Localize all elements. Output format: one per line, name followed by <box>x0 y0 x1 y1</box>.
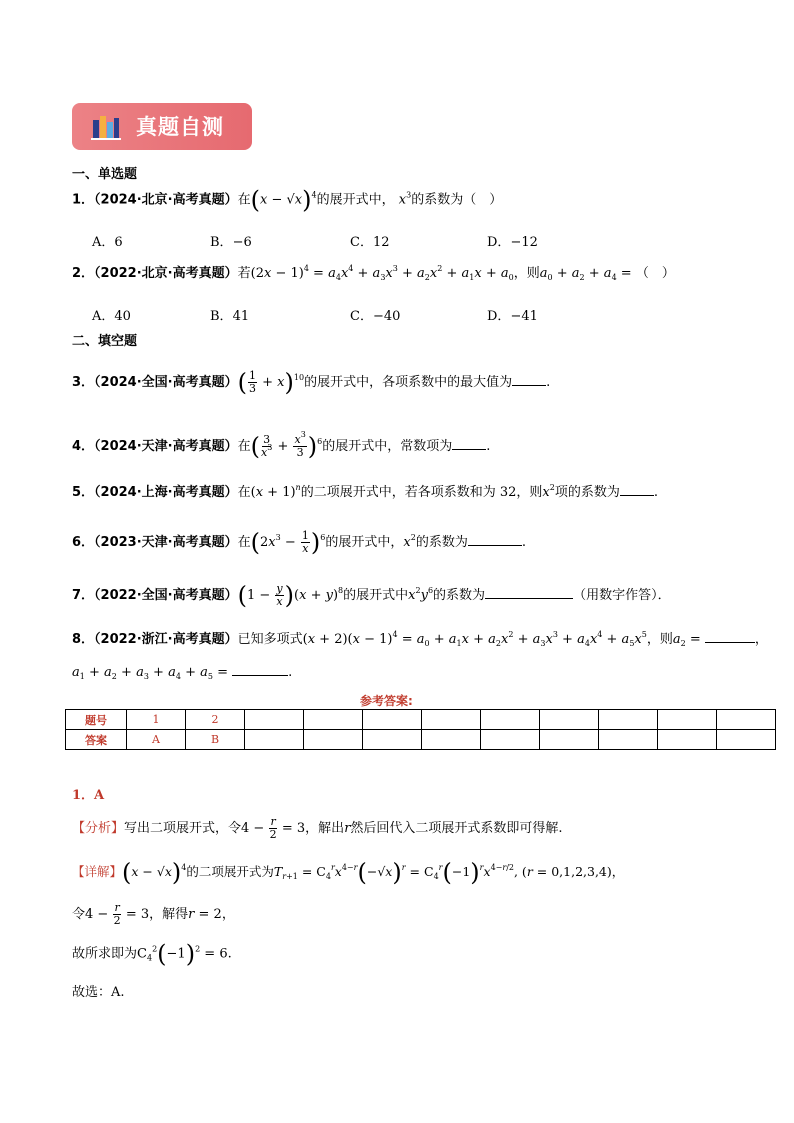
question-8: 8．（2022·浙江·高考真题）已知多项式$(x + 2)(x - 1)^4 = a_0 + a_1x + a_2x^2 + a_3x^3 + a_4x^4 + a_5x^5$，则$a_2$ = ， <box>72 630 768 648</box>
q2-option-a[interactable]: A．40 <box>92 309 131 324</box>
table-cell <box>363 710 422 730</box>
table-row <box>66 730 776 750</box>
q1-option-b[interactable]: B．−6 <box>210 235 252 250</box>
solution-let: 令4 − $\frac{r}{2}$ = 3，解得r = 2， <box>72 901 235 927</box>
question-6: 6．（2023·天津·高考真题）在($2x^3$ − $\frac{1}{x}$ )$^6$的展开式中，$x^2$的系数为 . <box>72 528 526 557</box>
table-cell <box>540 730 599 750</box>
solution-choose: 故选：A. <box>72 985 125 1000</box>
answer-table <box>65 709 776 750</box>
q1-option-a[interactable]: A．6 <box>92 235 123 250</box>
solution-head: 1．A <box>72 788 105 803</box>
table-cell <box>599 710 658 730</box>
banner-title: 真题自测 <box>136 115 224 139</box>
question-2: 2．（2022·北京·高考真题）若$(2x - 1)^4 = a_4x^4 + a_3x^3 + a_2x^2 + a_1x + a_0$，则$a_0 + a_2 + a_4$ = （ ） <box>72 264 675 282</box>
section-banner <box>72 103 252 150</box>
table-cell <box>658 710 717 730</box>
solution-therefore: 故所求即为$C_4^2(-1)^2 = 6$. <box>72 940 232 968</box>
table-cell <box>422 730 481 750</box>
table-cell: 2 <box>186 710 245 730</box>
table-cell: 1 <box>127 710 186 730</box>
question-1: 1．（2024·北京·高考真题）在$(x - √x)^4$的展开式中， $x^3$的系数为（ ） <box>72 186 503 214</box>
solution-detail: 【详解】$(x - √x)^4$的二项展开式为$T_{r+1} = C_4^rx^{4-r}(-√x)^r = C_4^r(-1)^rx^{4-r/2}$, (r = 0,1,2,3,4)， <box>72 858 625 887</box>
table-cell <box>245 710 304 730</box>
table-cell <box>481 710 540 730</box>
answers-title: 参考答案: <box>360 694 413 708</box>
table-cell <box>304 730 363 750</box>
question-7: 7．（2022·全国·高考真题）(1 − $\frac{y}{x}$ )$(x + y)^8$的展开式中$x^2y^6$的系数为 （用数字作答）． <box>72 581 671 610</box>
question-3: 3．（2024·全国·高考真题）( $\frac{1}{3}$ + x)$^{10}$的展开式中，各项系数中的最大值为 . <box>72 368 551 397</box>
table-cell <box>599 730 658 750</box>
question-5: 5．（2024·上海·高考真题）在$(x + 1)^n$的二项展开式中，若各项系数和为 32，则$x^2$项的系数为 . <box>72 483 658 500</box>
table-cell <box>245 730 304 750</box>
table-cell <box>422 710 481 730</box>
table-cell <box>363 730 422 750</box>
section-single-choice: 一、单选题 <box>72 167 138 182</box>
table-row <box>66 710 776 730</box>
q2-option-b[interactable]: B．41 <box>210 309 250 324</box>
question-4: 4．（2024·天津·高考真题）在( $\frac{3}{x^3}$ + $\frac{x^3}{3}$ )$^6$的展开式中，常数项为 . <box>72 430 491 461</box>
table-header-cell: 题号 <box>66 710 127 730</box>
table-cell: B <box>186 730 245 750</box>
table-cell <box>540 710 599 730</box>
table-cell <box>658 730 717 750</box>
question-8-line2: $a_1 + a_2 + a_3 + a_4 + a_5$ = . <box>72 662 292 683</box>
table-cell: A <box>127 730 186 750</box>
q1-option-c[interactable]: C．12 <box>350 235 390 250</box>
q2-option-d[interactable]: D．−41 <box>487 309 538 324</box>
table-cell <box>717 730 776 750</box>
table-header-cell: 答案 <box>66 730 127 750</box>
solution-analysis: 【分析】写出二项展开式，令4 − $\frac{r}{2}$ = 3，解出r然后回代入二项展开式系数即可得解. <box>72 815 563 841</box>
table-cell <box>717 710 776 730</box>
section-fill-in: 二、填空题 <box>72 334 138 349</box>
table-cell <box>304 710 363 730</box>
table-cell <box>481 730 540 750</box>
q1-option-d[interactable]: D．−12 <box>487 235 538 250</box>
books-icon <box>90 110 122 142</box>
q2-option-c[interactable]: C．−40 <box>350 309 401 324</box>
